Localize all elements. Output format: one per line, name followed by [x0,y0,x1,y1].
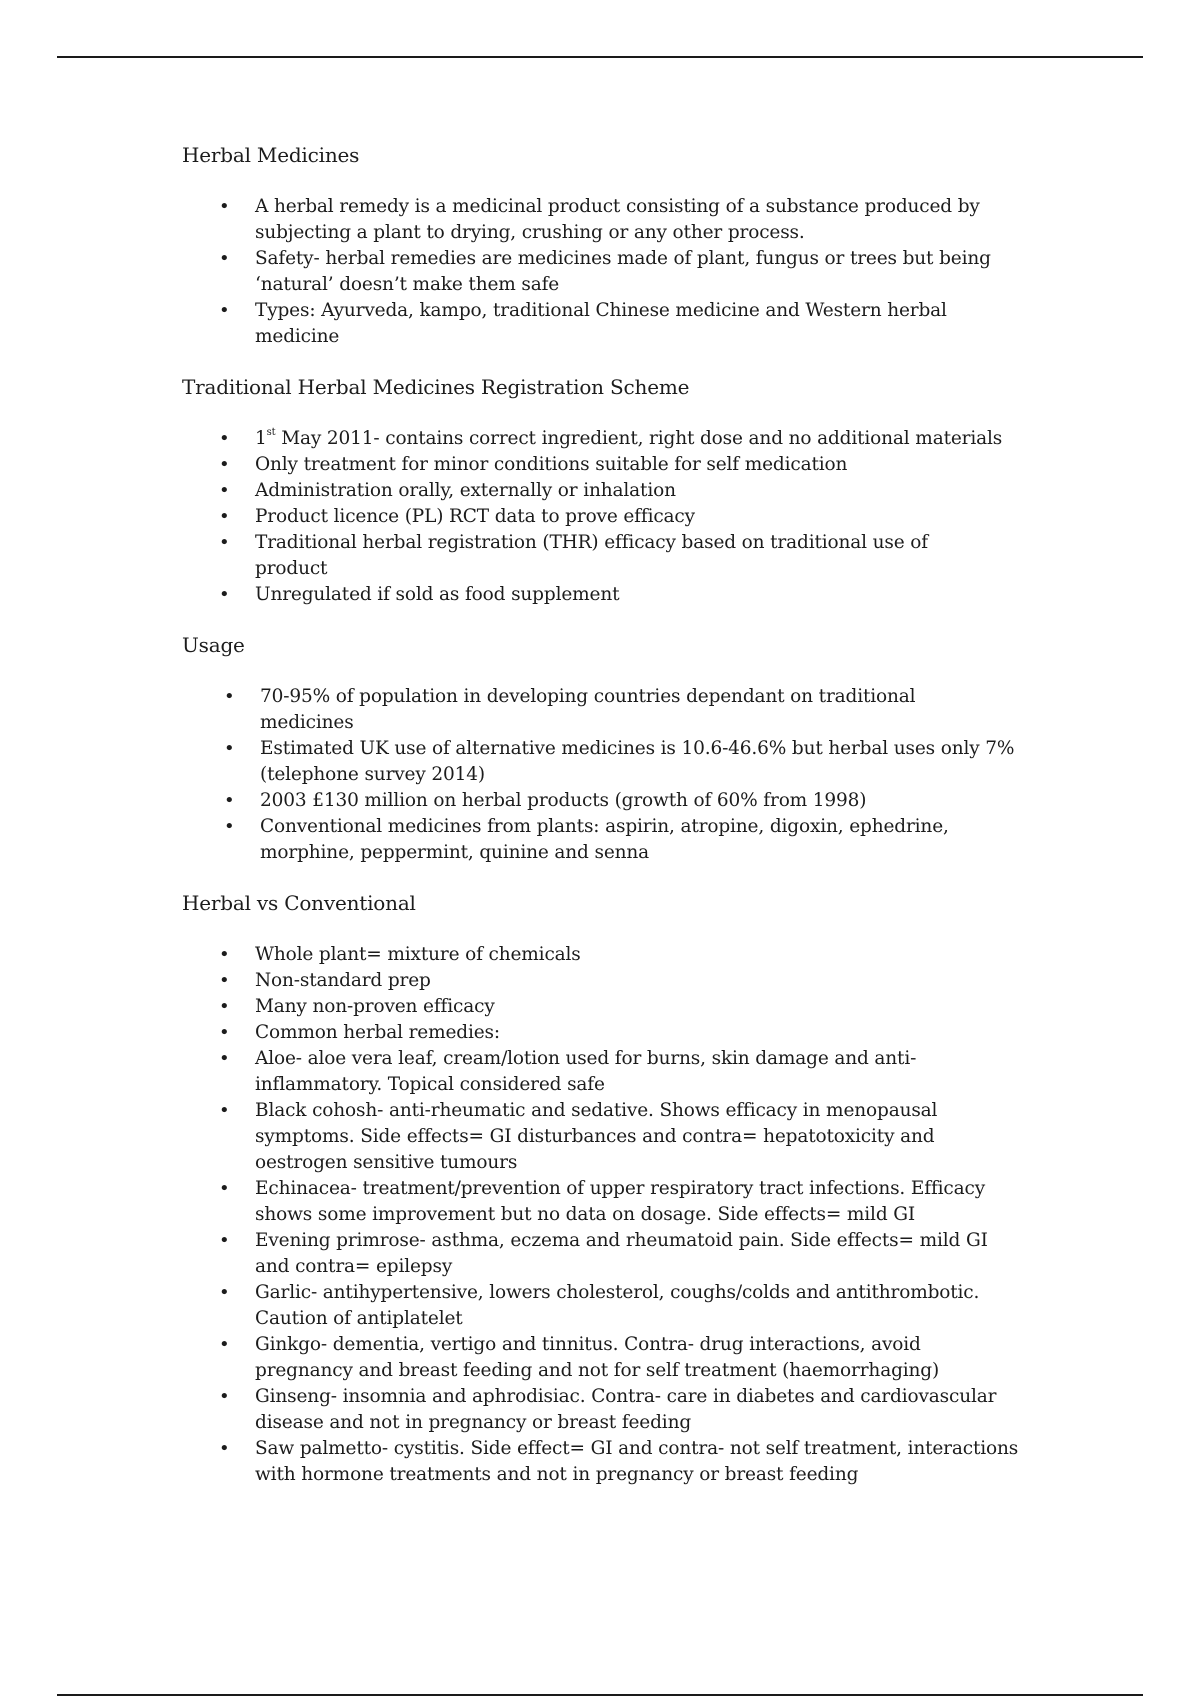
bullet-icon: • [219,1282,230,1303]
bullet-icon: • [219,1386,230,1407]
list-item: • Unregulated if sold as food supplement [182,582,1015,608]
section-title-herbal-medicines: Herbal Medicines [182,143,360,167]
list-item: • Garlic- antihypertensive, lowers cholesterol, coughs/colds and antithrombotic. Caution of antiplatelet [219,1282,980,1329]
bullet-icon: • [219,428,230,449]
bullet-icon: • [219,454,230,475]
bullet-icon: • [219,248,230,269]
bullet-icon: • [219,584,230,605]
list-item: • Administration orally, externally or inhalation [182,478,1015,504]
bullet-icon: • [219,944,230,965]
footer-rule [57,1694,1143,1696]
bullet-icon: • [219,996,230,1017]
bullet-icon: • [224,686,235,707]
herbal-medicines-list [182,194,1062,350]
list-item: • Saw palmetto- cystitis. Side effect= GI and contra- not self treatment, interactions with hormone treatments and not in pregnancy or breast feeding [219,1438,1019,1485]
list-item: • Aloe- aloe vera leaf, cream/lotion used for burns, skin damage and anti-inflammatory. Topical considered safe [219,1048,917,1095]
bullet-icon: • [224,816,235,837]
herbal-vs-conventional-list [182,942,1062,1488]
bullet-icon: • [219,970,230,991]
bullet-icon: • [219,1178,230,1199]
list-item: • Safety- herbal remedies are medicines made of plant, fungus or trees but being ‘natural’ doesn’t make them safe [219,248,991,295]
list-item: • 1st May 2011- contains correct ingredient, right dose and no additional materials [182,426,1065,452]
bullet-icon: • [219,480,230,501]
list-item: • Conventional medicines from plants: aspirin, atropine, digoxin, ephedrine, morphine, peppermint, quinine and senna [224,816,949,863]
list-item: • Types: Ayurveda, kampo, traditional Chinese medicine and Western herbal medicine [219,300,947,347]
bullet-icon: • [219,1334,230,1355]
bullet-icon: • [219,1022,230,1043]
bullet-icon: • [219,1100,230,1121]
list-item: • 2003 £130 million on herbal products (growth of 60% from 1998) [182,788,1020,814]
document-body [182,142,1062,1488]
usage-list [182,684,1062,866]
list-item: • Black cohosh- anti-rheumatic and sedative. Shows efficacy in menopausal symptoms. Side effects= GI disturbances and contra= hepatotoxicity and oestrogen sensitive tumours [219,1100,938,1173]
list-item: • 70-95% of population in developing countries dependant on traditional medicines [224,686,916,733]
section-title-herbal-vs-conventional: Herbal vs Conventional [182,891,416,915]
list-item: • A herbal remedy is a medicinal product consisting of a substance produced by subjecting a plant to drying, crushing or any other process. [219,196,980,243]
list-item: • Only treatment for minor conditions suitable for self medication [182,452,1015,478]
header-rule [57,56,1143,58]
bullet-icon: • [224,790,235,811]
list-item: • Product licence (PL) RCT data to prove efficacy [182,504,1015,530]
list-item: • Ginseng- insomnia and aphrodisiac. Contra- care in diabetes and cardiovascular disease and not in pregnancy or breast feeding [219,1386,997,1433]
bullet-icon: • [219,1438,230,1459]
list-item: • Traditional herbal registration (THR) efficacy based on traditional use of product [219,532,928,579]
list-item: • Non-standard prep [182,968,1015,994]
list-item: • Estimated UK use of alternative medicines is 10.6-46.6% but herbal uses only 7% (telephone survey 2014) [224,738,1015,785]
bullet-icon: • [219,506,230,527]
list-item: • Echinacea- treatment/prevention of upper respiratory tract infections. Efficacy shows some improvement but no data on dosage. Side effects= mild GI [219,1178,986,1225]
list-item: • Ginkgo- dementia, vertigo and tinnitus. Contra- drug interactions, avoid pregnancy and breast feeding and not for self treatment (haemorrhaging) [219,1334,940,1381]
registration-scheme-list [182,426,1062,608]
list-item: • Whole plant= mixture of chemicals [182,942,1015,968]
section-title-registration-scheme: Traditional Herbal Medicines Registration Scheme [182,375,690,399]
bullet-icon: • [219,1048,230,1069]
section-title-usage: Usage [182,633,245,657]
bullet-icon: • [219,532,230,553]
list-item: • Evening primrose- asthma, eczema and rheumatoid pain. Side effects= mild GI and contra= epilepsy [219,1230,988,1277]
bullet-icon: • [219,1230,230,1251]
bullet-icon: • [224,738,235,759]
bullet-icon: • [219,196,230,217]
bullet-icon: • [219,300,230,321]
list-item: • Many non-proven efficacy [182,994,1015,1020]
list-item: • Common herbal remedies: [182,1020,1015,1046]
